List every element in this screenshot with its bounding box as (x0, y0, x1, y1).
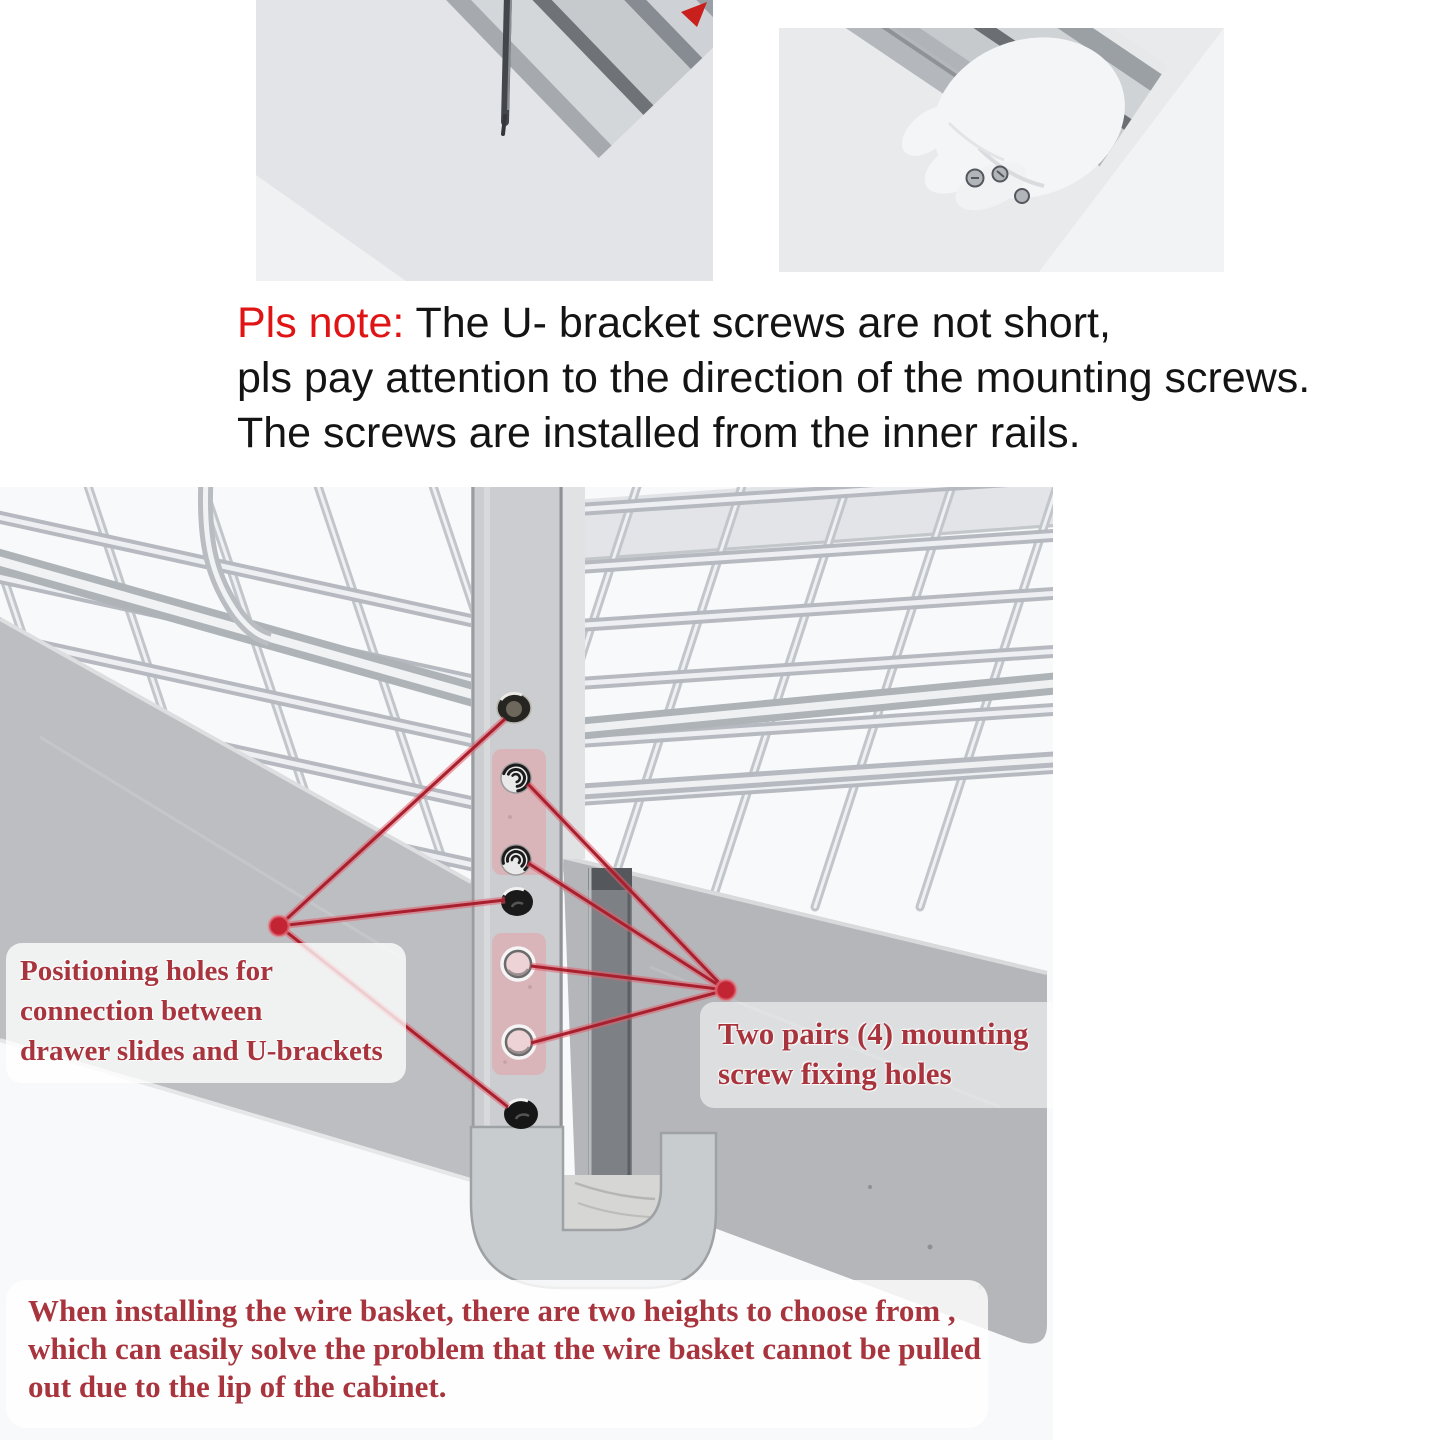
bottom-note-line-3: out due to the lip of the cabinet. (28, 1369, 447, 1404)
note-line-3: The screws are installed from the inner rails. (237, 409, 1081, 457)
bottom-note-line-2: which can easily solve the problem that the wire basket cannot be pulled (28, 1331, 981, 1366)
photo-screwdriver-rail (256, 0, 713, 281)
positioning-label-line-1: Positioning holes for (20, 955, 273, 987)
annotation-dot-left (269, 916, 289, 936)
note-line-2: pls pay attention to the direction of the mounting screws. (237, 354, 1311, 402)
note-block (237, 296, 1310, 461)
annotation-dot-right (716, 980, 736, 1000)
mounting-label (700, 1002, 1070, 1108)
positioning-label (6, 943, 406, 1083)
main-annotated-photo (0, 487, 1053, 1440)
bottom-note-line-1: When installing the wire basket, there are two heights to choose from , (28, 1293, 956, 1328)
mounting-screw-hole-4 (503, 1026, 535, 1058)
photo-glove-screws (779, 28, 1224, 272)
u-bracket-side-face (563, 487, 585, 859)
positioning-label-line-3: drawer slides and U-brackets (20, 1035, 383, 1067)
note-prefix: Pls note: (237, 299, 405, 347)
positioning-hole-middle (501, 888, 533, 916)
positioning-label-line-2: connection between (20, 995, 263, 1027)
mounting-label-line-2: screw fixing holes (718, 1056, 952, 1091)
bottom-note (6, 1280, 988, 1428)
note-line-1-text: The U- bracket screws are not short, (404, 299, 1111, 347)
mounting-screw-hole-3 (502, 948, 534, 980)
mounting-label-line-1: Two pairs (4) mounting (718, 1016, 1029, 1051)
note-line-1 (237, 296, 1310, 351)
